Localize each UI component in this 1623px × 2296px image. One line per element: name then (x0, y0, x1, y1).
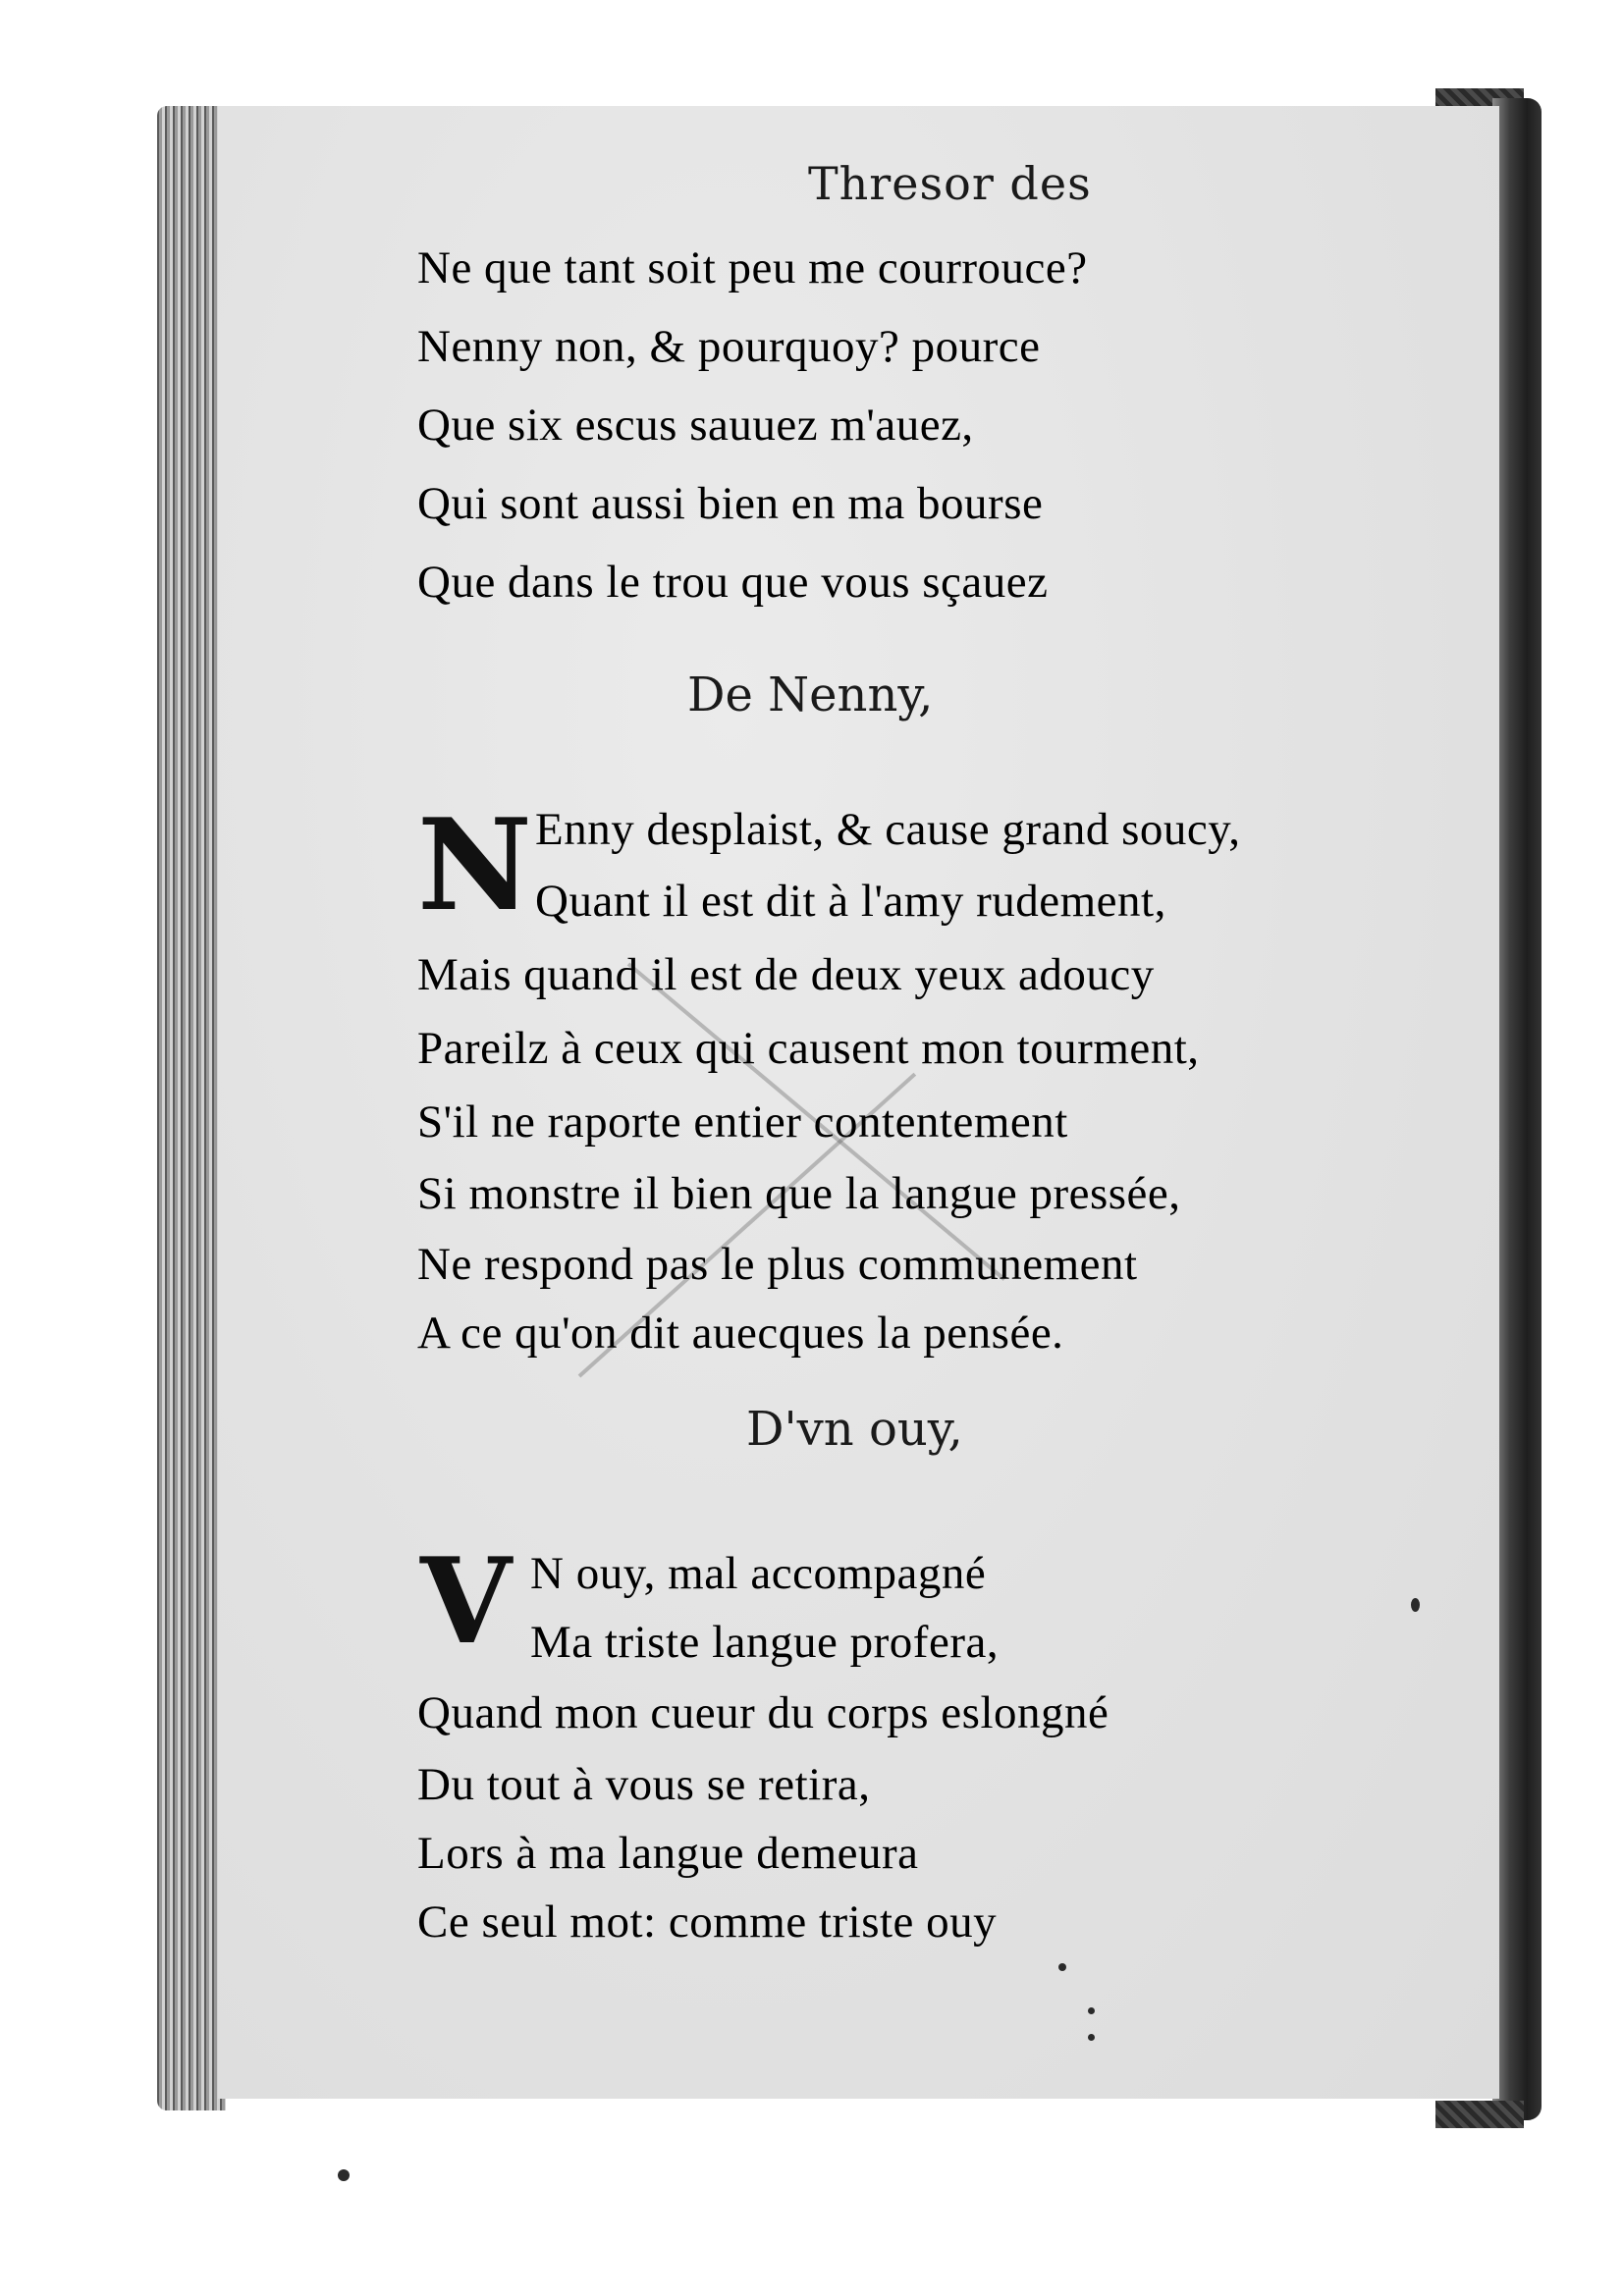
verse-line: Ce seul mot: comme triste ouy (417, 1896, 998, 1948)
dropcap-letter: V (420, 1532, 513, 1671)
ink-speck (1058, 1963, 1066, 1971)
verse-line: N ouy, mal accompagné (530, 1548, 987, 1599)
running-head: Thresor des (808, 157, 1092, 210)
verse-line: Mais quand il est de deux yeux adoucy (417, 949, 1155, 1000)
page-edges-left (157, 106, 226, 2110)
verse-line: Ma triste langue profera, (530, 1617, 1000, 1668)
binding-ribbon-bottom (1435, 2101, 1524, 2128)
verse-line: A ce qu'on dit auecques la pensée. (417, 1308, 1064, 1359)
ink-speck (1411, 1598, 1420, 1612)
verse-line: S'il ne raporte entier contentement (417, 1096, 1068, 1148)
ink-speck (1088, 2034, 1095, 2041)
ink-speck (338, 2169, 350, 2181)
book-spine-right (1492, 98, 1542, 2120)
verse-line: Quant il est dit à l'amy rudement, (535, 876, 1166, 927)
verse-line: Ne que tant soit peu me courrouce? (417, 242, 1088, 294)
poem-heading-ouy: D'vn ouy, (746, 1402, 963, 1457)
verse-line: Que dans le trou que vous sçauez (417, 557, 1049, 608)
verse-line: Ne respond pas le plus communement (417, 1239, 1138, 1290)
verse-line: Pareilz à ceux qui causent mon tourment, (417, 1023, 1200, 1074)
verse-line: Enny desplaist, & cause grand soucy, (535, 804, 1241, 855)
verse-line: Qui sont aussi bien en ma bourse (417, 478, 1044, 529)
poem-heading-nenny: De Nenny, (687, 667, 934, 722)
verse-line: Que six escus sauuez m'auez, (417, 400, 974, 451)
verse-line: Si monstre il bien que la langue pressée, (417, 1168, 1181, 1219)
verse-line: Nenny non, & pourquoy? pource (417, 321, 1041, 372)
ink-speck (1088, 2007, 1095, 2014)
verse-line: Du tout à vous se retira, (417, 1759, 871, 1810)
dropcap-letter: N (417, 792, 532, 939)
verse-line: Lors à ma langue demeura (417, 1828, 919, 1879)
verse-line: Quand mon cueur du corps eslongné (417, 1687, 1109, 1738)
